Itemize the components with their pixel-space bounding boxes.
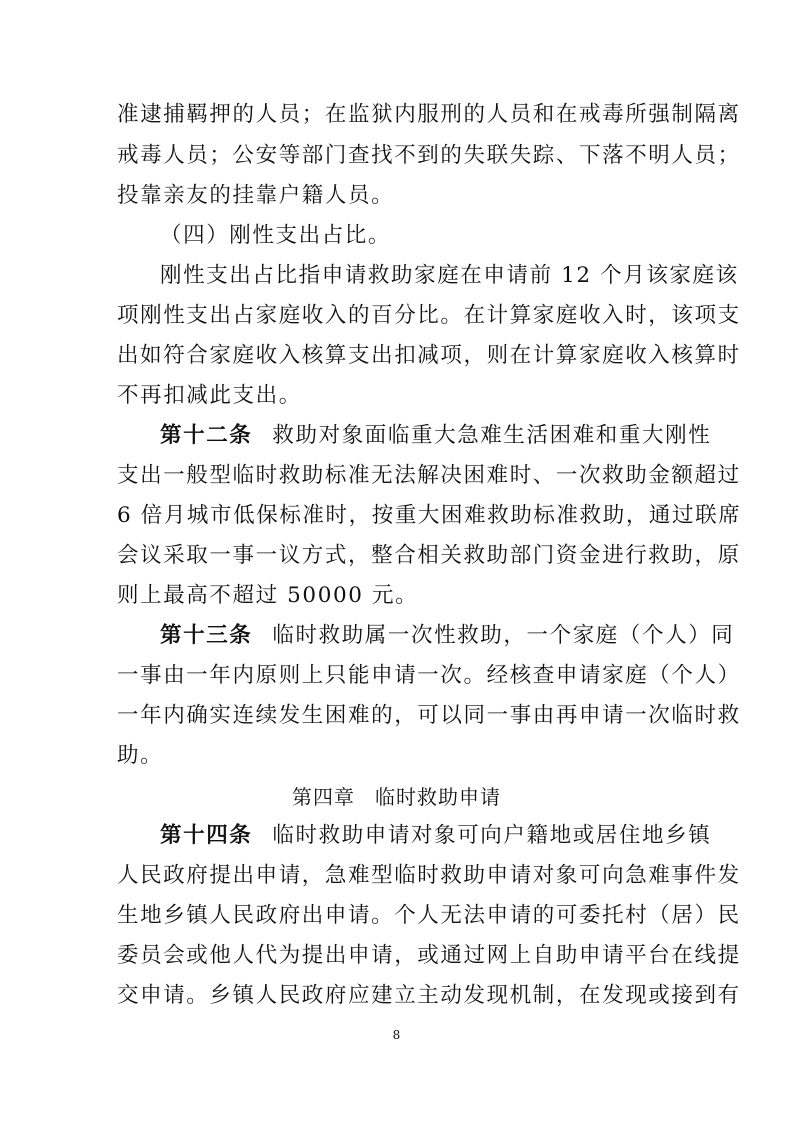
page-number: 8 (392, 1028, 401, 1042)
paragraph-line: 一事由一年内原则上只能申请一次。经核查申请家庭（个人） (117, 663, 741, 688)
paragraph-line: 支出一般型临时救助标准无法解决困难时、一次救助金额超过 (117, 463, 741, 488)
article-line (160, 423, 711, 449)
paragraph-line: 出如符合家庭收入核算支出扣减项，则在计算家庭收入核算时 (117, 343, 741, 368)
paragraph-line: 6 倍月城市低保标准时，按重大困难救助标准救助，通过联席 (117, 503, 742, 528)
paragraph-line: 准逮捕羁押的人员；在监狱内服刑的人员和在戒毒所强制隔离 (117, 102, 741, 127)
section-heading: （四）刚性支出占比。 (160, 223, 392, 248)
paragraph-line: 助。 (117, 743, 164, 768)
paragraph-line: 戒毒人员；公安等部门查找不到的失联失踪、下落不明人员； (117, 143, 741, 168)
paragraph-line: 一年内确实连续发生困难的，可以同一事由再申请一次临时救 (117, 703, 741, 728)
paragraph-line: 委员会或他人代为提出申请，或通过网上自助申请平台在线提 (117, 943, 741, 968)
article-line (160, 823, 711, 849)
article-label: 第十二条 (160, 423, 253, 448)
paragraph-line: 项刚性支出占家庭收入的百分比。在计算家庭收入时，该项支 (117, 303, 741, 328)
article-label: 第十四条 (160, 823, 253, 848)
paragraph-line: 生地乡镇人民政府出申请。个人无法申请的可委托村（居）民 (117, 903, 741, 928)
paragraph-line: 刚性支出占比指申请救助家庭在申请前 12 个月该家庭该 (160, 263, 739, 288)
article-text: 临时救助申请对象可向户籍地或居住地乡镇 (272, 823, 712, 848)
article-text: 临时救助属一次性救助，一个家庭（个人）同 (272, 623, 735, 648)
paragraph-line: 会议采取一事一议方式，整合相关救助部门资金进行救助，原 (117, 543, 741, 568)
paragraph-line: 投靠亲友的挂靠户籍人员。 (117, 183, 395, 208)
paragraph-line: 人民政府提出申请，急难型临时救助申请对象可向急难事件发 (117, 863, 741, 888)
paragraph-line: 则上最高不超过 50000 元。 (117, 583, 419, 608)
article-line (160, 623, 734, 649)
chapter-heading (0, 784, 793, 810)
paragraph-line: 不再扣减此支出。 (117, 383, 302, 408)
chapter-number: 第四章 (292, 785, 355, 809)
chapter-title: 临时救助申请 (375, 785, 501, 809)
paragraph-line: 交申请。乡镇人民政府应建立主动发现机制，在发现或接到有 (117, 983, 741, 1008)
article-text: 救助对象面临重大急难生活困难和重大刚性 (272, 423, 712, 448)
article-label: 第十三条 (160, 623, 253, 648)
